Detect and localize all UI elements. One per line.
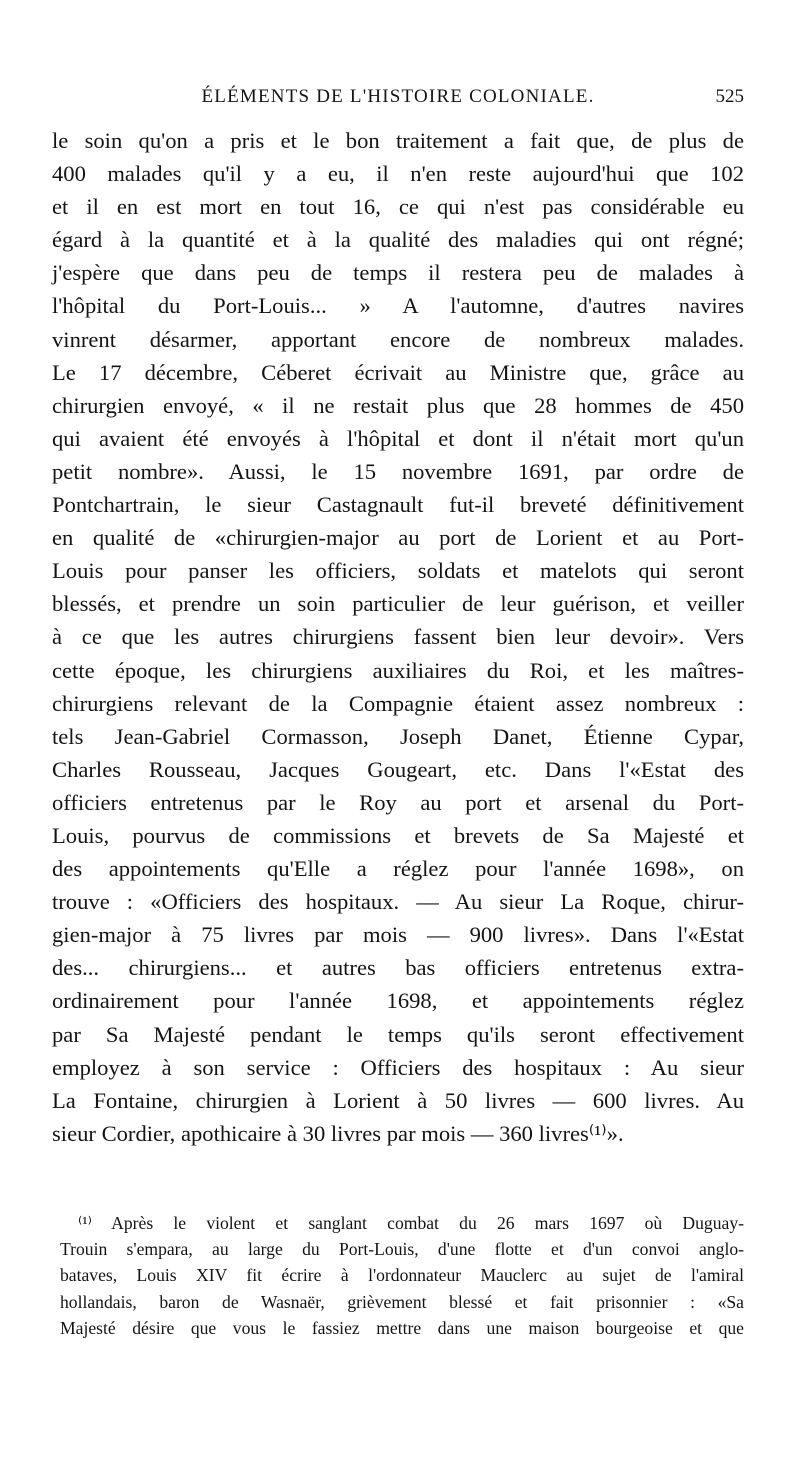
footnote-line: ⁽¹⁾ Après le violent et sanglant combat du 26 mars 1697 où Duguay- xyxy=(78,1213,744,1233)
text-line: des... chirurgiens... et autres bas officiers entretenus extra- xyxy=(52,955,744,981)
text-line: égard à la quantité et à la qualité des maladies qui ont régné; xyxy=(52,227,744,253)
text-line: par Sa Majesté pendant le temps qu'ils seront effectivement xyxy=(52,1021,744,1047)
text-line: l'hôpital du Port-Louis... » A l'automne, d'autres navires xyxy=(52,293,744,319)
text-line: qui avaient été envoyés à l'hôpital et dont il n'était mort qu'un xyxy=(52,425,744,451)
text-line: chirurgiens relevant de la Compagnie étaient assez nombreux : xyxy=(52,690,744,716)
text-line: cette époque, les chirurgiens auxiliaires du Roi, et les maîtres- xyxy=(52,657,744,683)
text-line: Louis, pourvus de commissions et brevets de Sa Majesté et xyxy=(52,822,744,848)
text-line: sieur Cordier, apothicaire à 30 livres par mois — 360 livres⁽¹⁾». xyxy=(52,1120,624,1146)
text-line: tels Jean-Gabriel Cormasson, Joseph Danet, Étienne Cypar, xyxy=(52,723,744,749)
page-header xyxy=(52,86,744,118)
text-line: trouve : «Officiers des hospitaux. — Au sieur La Roque, chirur- xyxy=(52,889,744,915)
text-line: chirurgien envoyé, « il ne restait plus que 28 hommes de 450 xyxy=(52,392,744,418)
text-line: Charles Rousseau, Jacques Gougeart, etc. Dans l'«Estat des xyxy=(52,756,744,782)
footnote-line: hollandais, baron de Wasnaër, grièvement blessé et fait prisonnier : «Sa xyxy=(60,1291,744,1312)
footnote xyxy=(60,1210,744,1341)
text-line: employez à son service : Officiers des hospitaux : Au sieur xyxy=(52,1054,744,1080)
body-text xyxy=(52,124,744,1150)
running-title: ÉLÉMENTS DE L'HISTOIRE COLONIALE. xyxy=(201,86,595,107)
footnote-line: bataves, Louis XIV fit écrire à l'ordonnateur Mauclerc au sujet de l'amiral xyxy=(60,1265,744,1286)
text-line: et il en est mort en tout 16, ce qui n'est pas considérable eu xyxy=(52,194,744,220)
text-line: ordinairement pour l'année 1698, et appointements réglez xyxy=(52,988,744,1014)
text-line: j'espère que dans peu de temps il restera peu de malades à xyxy=(52,260,744,286)
footnote-line: Trouin s'empara, au large du Port-Louis, d'une flotte et d'un convoi anglo- xyxy=(60,1239,744,1260)
text-line: blessés, et prendre un soin particulier de leur guérison, et veiller xyxy=(52,591,744,617)
text-line: Le 17 décembre, Céberet écrivait au Ministre que, grâce au xyxy=(52,359,744,385)
text-line: Pontchartrain, le sieur Castagnault fut-il breveté définitivement xyxy=(52,492,744,518)
text-line: 400 malades qu'il y a eu, il n'en reste aujourd'hui que 102 xyxy=(52,161,744,187)
text-line: vinrent désarmer, apportant encore de nombreux malades. xyxy=(52,326,744,352)
text-line: Louis pour panser les officiers, soldats et matelots qui seront xyxy=(52,558,744,584)
text-line: le soin qu'on a pris et le bon traitement a fait que, de plus de xyxy=(52,128,744,153)
text-line: à ce que les autres chirurgiens fassent bien leur devoir». Vers xyxy=(52,624,744,650)
text-line: officiers entretenus par le Roy au port et arsenal du Port- xyxy=(52,789,744,815)
text-line: La Fontaine, chirurgien à Lorient à 50 livres — 600 livres. Au xyxy=(52,1087,744,1113)
footnote-line: Majesté désire que vous le fassiez mettre dans une maison bourgeoise et que xyxy=(60,1317,744,1338)
text-line: petit nombre». Aussi, le 15 novembre 1691, par ordre de xyxy=(52,458,744,484)
text-line: gien-major à 75 livres par mois — 900 livres». Dans l'«Estat xyxy=(52,922,744,948)
page-number: 525 xyxy=(715,86,744,107)
text-line: en qualité de «chirurgien-major au port de Lorient et au Port- xyxy=(52,525,744,551)
text-line: des appointements qu'Elle a réglez pour l'année 1698», on xyxy=(52,856,744,882)
